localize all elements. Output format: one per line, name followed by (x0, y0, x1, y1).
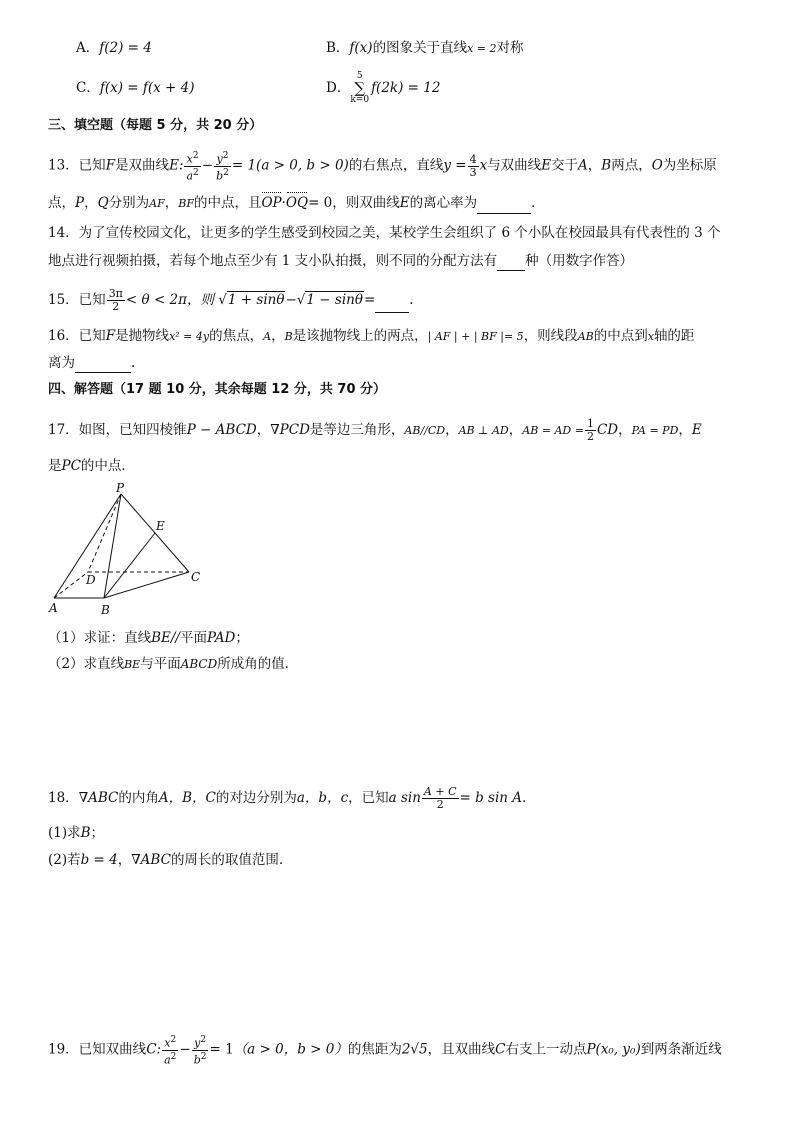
question-18-sub1: (1)求B； (48, 825, 105, 841)
edge-pb (104, 494, 121, 598)
pyramid-figure (40, 480, 210, 620)
option-c-text: f(x) = f(x + 4) (99, 80, 195, 96)
answer-blank-16[interactable] (75, 358, 131, 373)
question-17-sub2: （2）求直线BE与平面ABCD所成角的值． (48, 656, 299, 672)
option-c: C．f(x) = f(x + 4) (76, 80, 195, 96)
edge-ad (54, 572, 88, 598)
section-fill-blank: 三、填空题（每题 5 分，共 20 分） (48, 118, 263, 133)
question-14-line2: 地点进行视频拍摄，若每个地点至少有 1 支小队拍摄，则不同的分配方法有 种（用数字作答） (48, 253, 634, 269)
label-e: E (156, 519, 165, 533)
question-18-sub2: (2)若b = 4，∇ABC的周长的取值范围． (48, 852, 293, 868)
label-d: D (86, 573, 96, 587)
question-15: 15．已知 $\frac{3\pi}{2}$ < θ < 2π，则 √1 + sinθ−√1 − sinθ= . (48, 287, 414, 313)
summation: 5 ∑ k=0 (350, 71, 370, 105)
question-16-line2: 离为 . (48, 355, 136, 371)
option-b: B．f(x)的图象关于直线x = 2对称 (326, 40, 524, 56)
label-p: P (116, 481, 125, 495)
option-a: A．f(2) = 4 (76, 40, 152, 56)
edge-pd (88, 494, 121, 572)
answer-blank-14[interactable] (497, 256, 525, 271)
question-17-line2: 是PC的中点． (48, 458, 135, 474)
question-18: 18．∇ABC的内角A，B，C的对边分别为a，b，c，已知a sin $\frac{A + C}{2}$ = b sin A． (48, 785, 536, 811)
option-d: D． 5 ∑ k=0 f(2k) = 12 (326, 71, 441, 105)
question-14-line1: 14．为了宣传校园文化，让更多的学生感受到校园之美，某校学生会组织了 6 个小队在校园最具有代表性的 3 个 (48, 225, 721, 241)
section-answer: 四、解答题（17 题 10 分，其余每题 12 分，共 70 分） (48, 382, 387, 397)
question-19: 19．已知双曲线C: $\frac{x^2}{a^2}$ − $\frac{y^2}{b^2}$ = 1（a > 0，b > 0）的焦距为2√5，且双曲线C右支上一动点P(x₀, y₀)到两条渐近线 (48, 1035, 722, 1067)
label-a: A (49, 601, 58, 615)
answer-blank-15[interactable] (375, 298, 409, 313)
label-b: B (101, 603, 110, 617)
label-c: C (191, 570, 201, 584)
question-17-line1: 17．如图，已知四棱锥P − ABCD，∇PCD是等边三角形，AB//CD，AB ⊥ AD，AB = AD = $\frac{1}{2}$ CD，PA = PD，E (48, 417, 702, 443)
question-13-line1: 13．已知F是双曲线E: $\frac{x^2}{a^2}$ − $\frac{y^2}{b^2}$ = 1(a > 0, b > 0)的右焦点，直线y = $\frac{4}{3}$ x与双曲线E交于A，B两点，O为坐标原 (48, 151, 717, 183)
question-13-line2: 点，P，Q分别为AF，BF的中点，且OP·OQ= 0，则双曲线E的离心率为 ． (48, 193, 545, 214)
question-17-sub1: （1）求证：直线BE//平面PAD； (48, 630, 249, 646)
question-16-line1: 16．已知F是抛物线x² = 4y的焦点，A，B是该抛物线上的两点，| AF | + | BF |= 5，则线段AB的中点到x轴的距 (48, 328, 695, 344)
option-a-text: f(2) = 4 (99, 40, 152, 56)
edge-be (104, 533, 155, 598)
edge-bc (104, 572, 189, 598)
answer-blank-13[interactable] (477, 199, 531, 214)
